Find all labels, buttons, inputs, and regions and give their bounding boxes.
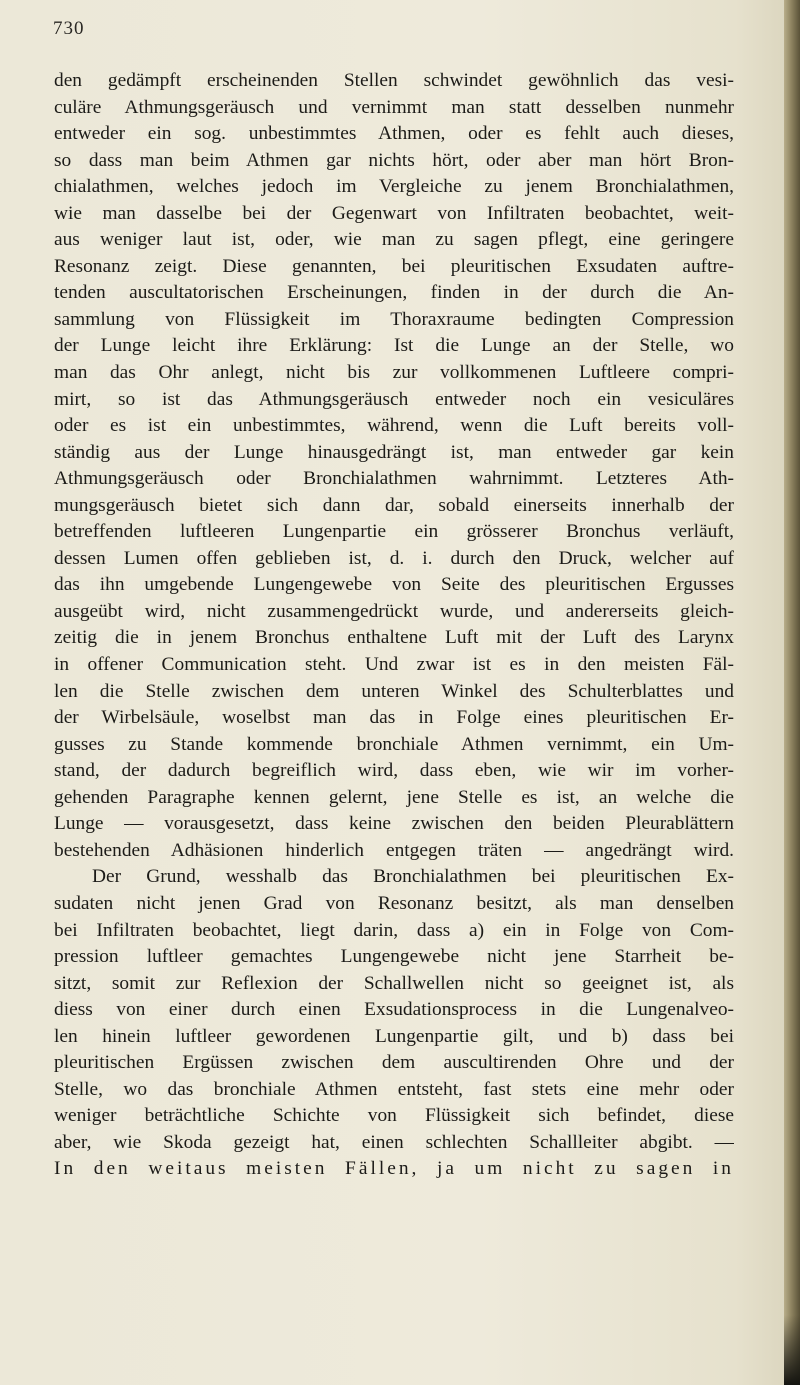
text-line: entweder ein sog. unbestimmtes Athmen, oder es fehlt auch dieses,	[54, 123, 734, 145]
text-line: tenden auscultatorischen Erscheinungen, finden in der durch die An-	[54, 282, 734, 304]
text-line: gehenden Paragraphe kennen gelernt, jene Stelle es ist, an welche die	[54, 786, 734, 808]
text-line: weniger beträchtliche Schichte von Flüssigkeit sich befindet, diese	[54, 1105, 734, 1127]
text-line: gusses zu Stande kommende bronchiale Athmen vernimmt, ein Um-	[54, 733, 734, 755]
text-line: Athmungsgeräusch oder Bronchialathmen wahrnimmt. Letzteres Ath-	[54, 468, 734, 490]
text-line: chialathmen, welches jedoch im Vergleiche zu jenem Bronchialathmen,	[54, 176, 734, 198]
text-line: sammlung von Flüssigkeit im Thoraxraume bedingten Compression	[54, 308, 734, 330]
text-line: das ihn umgebende Lungengewebe von Seite des pleuritischen Ergusses	[54, 574, 734, 596]
text-line: oder es ist ein unbestimmtes, während, wenn die Luft bereits voll-	[54, 415, 734, 437]
page-binding-edge	[784, 0, 800, 1385]
text-line: len die Stelle zwischen dem unteren Winkel des Schulterblattes und	[54, 680, 734, 702]
text-line: wie man dasselbe bei der Gegenwart von Infiltraten beobachtet, weit-	[54, 202, 734, 224]
text-line: ständig aus der Lunge hinausgedrängt ist, man entweder gar kein	[54, 441, 734, 463]
text-line: mirt, so ist das Athmungsgeräusch entweder noch ein vesiculäres	[54, 388, 734, 410]
text-line: so dass man beim Athmen gar nichts hört, oder aber man hört Bron-	[54, 149, 734, 171]
paragraph-1	[54, 68, 734, 864]
paragraph-2	[54, 864, 734, 1183]
text-line: betreffenden luftleeren Lungenpartie ein grösserer Bronchus verläuft,	[54, 521, 734, 543]
text-line: zeitig die in jenem Bronchus enthaltene Luft mit der Luft des Larynx	[54, 627, 734, 649]
body-text	[54, 68, 734, 1183]
text-line: stand, der dadurch begreiflich wird, dass eben, wie wir im vorher-	[54, 760, 734, 782]
text-line: len hinein luftleer gewordenen Lungenpartie gilt, und b) dass bei	[54, 1025, 734, 1047]
text-line: diess von einer durch einen Exsudationsprocess in die Lungenalveo-	[54, 999, 734, 1021]
text-line: man das Ohr anlegt, nicht bis zur vollkommenen Luftleere compri-	[54, 362, 734, 384]
text-line: der Lunge leicht ihre Erklärung: Ist die Lunge an der Stelle, wo	[54, 335, 734, 357]
text-line: In den weitaus meisten Fällen, ja um nicht zu sagen in	[54, 1158, 734, 1180]
text-line: sitzt, somit zur Reflexion der Schallwellen nicht so geeignet ist, als	[54, 972, 734, 994]
text-line: Lunge — vorausgesetzt, dass keine zwischen den beiden Pleurablättern	[54, 813, 734, 835]
text-line: Resonanz zeigt. Diese genannten, bei pleuritischen Exsudaten auftre-	[54, 255, 734, 277]
page-number: 730	[53, 18, 85, 39]
text-line: ausgeübt wird, nicht zusammengedrückt wurde, und andererseits gleich-	[54, 600, 734, 622]
text-line: aber, wie Skoda gezeigt hat, einen schlechten Schallleiter abgibt. —	[54, 1131, 734, 1153]
text-line: mungsgeräusch bietet sich dann dar, sobald einerseits innerhalb der	[54, 494, 734, 516]
text-line: Der Grund, wesshalb das Bronchialathmen bei pleuritischen Ex-	[92, 866, 734, 888]
text-line: Stelle, wo das bronchiale Athmen entsteht, fast stets eine mehr oder	[54, 1078, 734, 1100]
text-line: dessen Lumen offen geblieben ist, d. i. durch den Druck, welcher auf	[54, 547, 734, 569]
text-line: bestehenden Adhäsionen hinderlich entgegen träten — angedrängt wird.	[54, 839, 734, 861]
text-line: culäre Athmungsgeräusch und vernimmt man statt desselben nunmehr	[54, 96, 734, 118]
text-line: den gedämpft erscheinenden Stellen schwindet gewöhnlich das vesi-	[54, 70, 734, 91]
text-line: aus weniger laut ist, oder, wie man zu sagen pflegt, eine geringere	[54, 229, 734, 251]
text-line: sudaten nicht jenen Grad von Resonanz besitzt, als man denselben	[54, 892, 734, 914]
text-line: in offener Communication steht. Und zwar ist es in den meisten Fäl-	[54, 654, 734, 676]
text-line: bei Infiltraten beobachtet, liegt darin, dass a) ein in Folge von Com-	[54, 919, 734, 941]
text-line: pression luftleer gemachtes Lungengewebe nicht jene Starrheit be-	[54, 946, 734, 968]
text-line: der Wirbelsäule, woselbst man das in Folge eines pleuritischen Er-	[54, 707, 734, 729]
text-line: pleuritischen Ergüssen zwischen dem auscultirenden Ohre und der	[54, 1052, 734, 1074]
